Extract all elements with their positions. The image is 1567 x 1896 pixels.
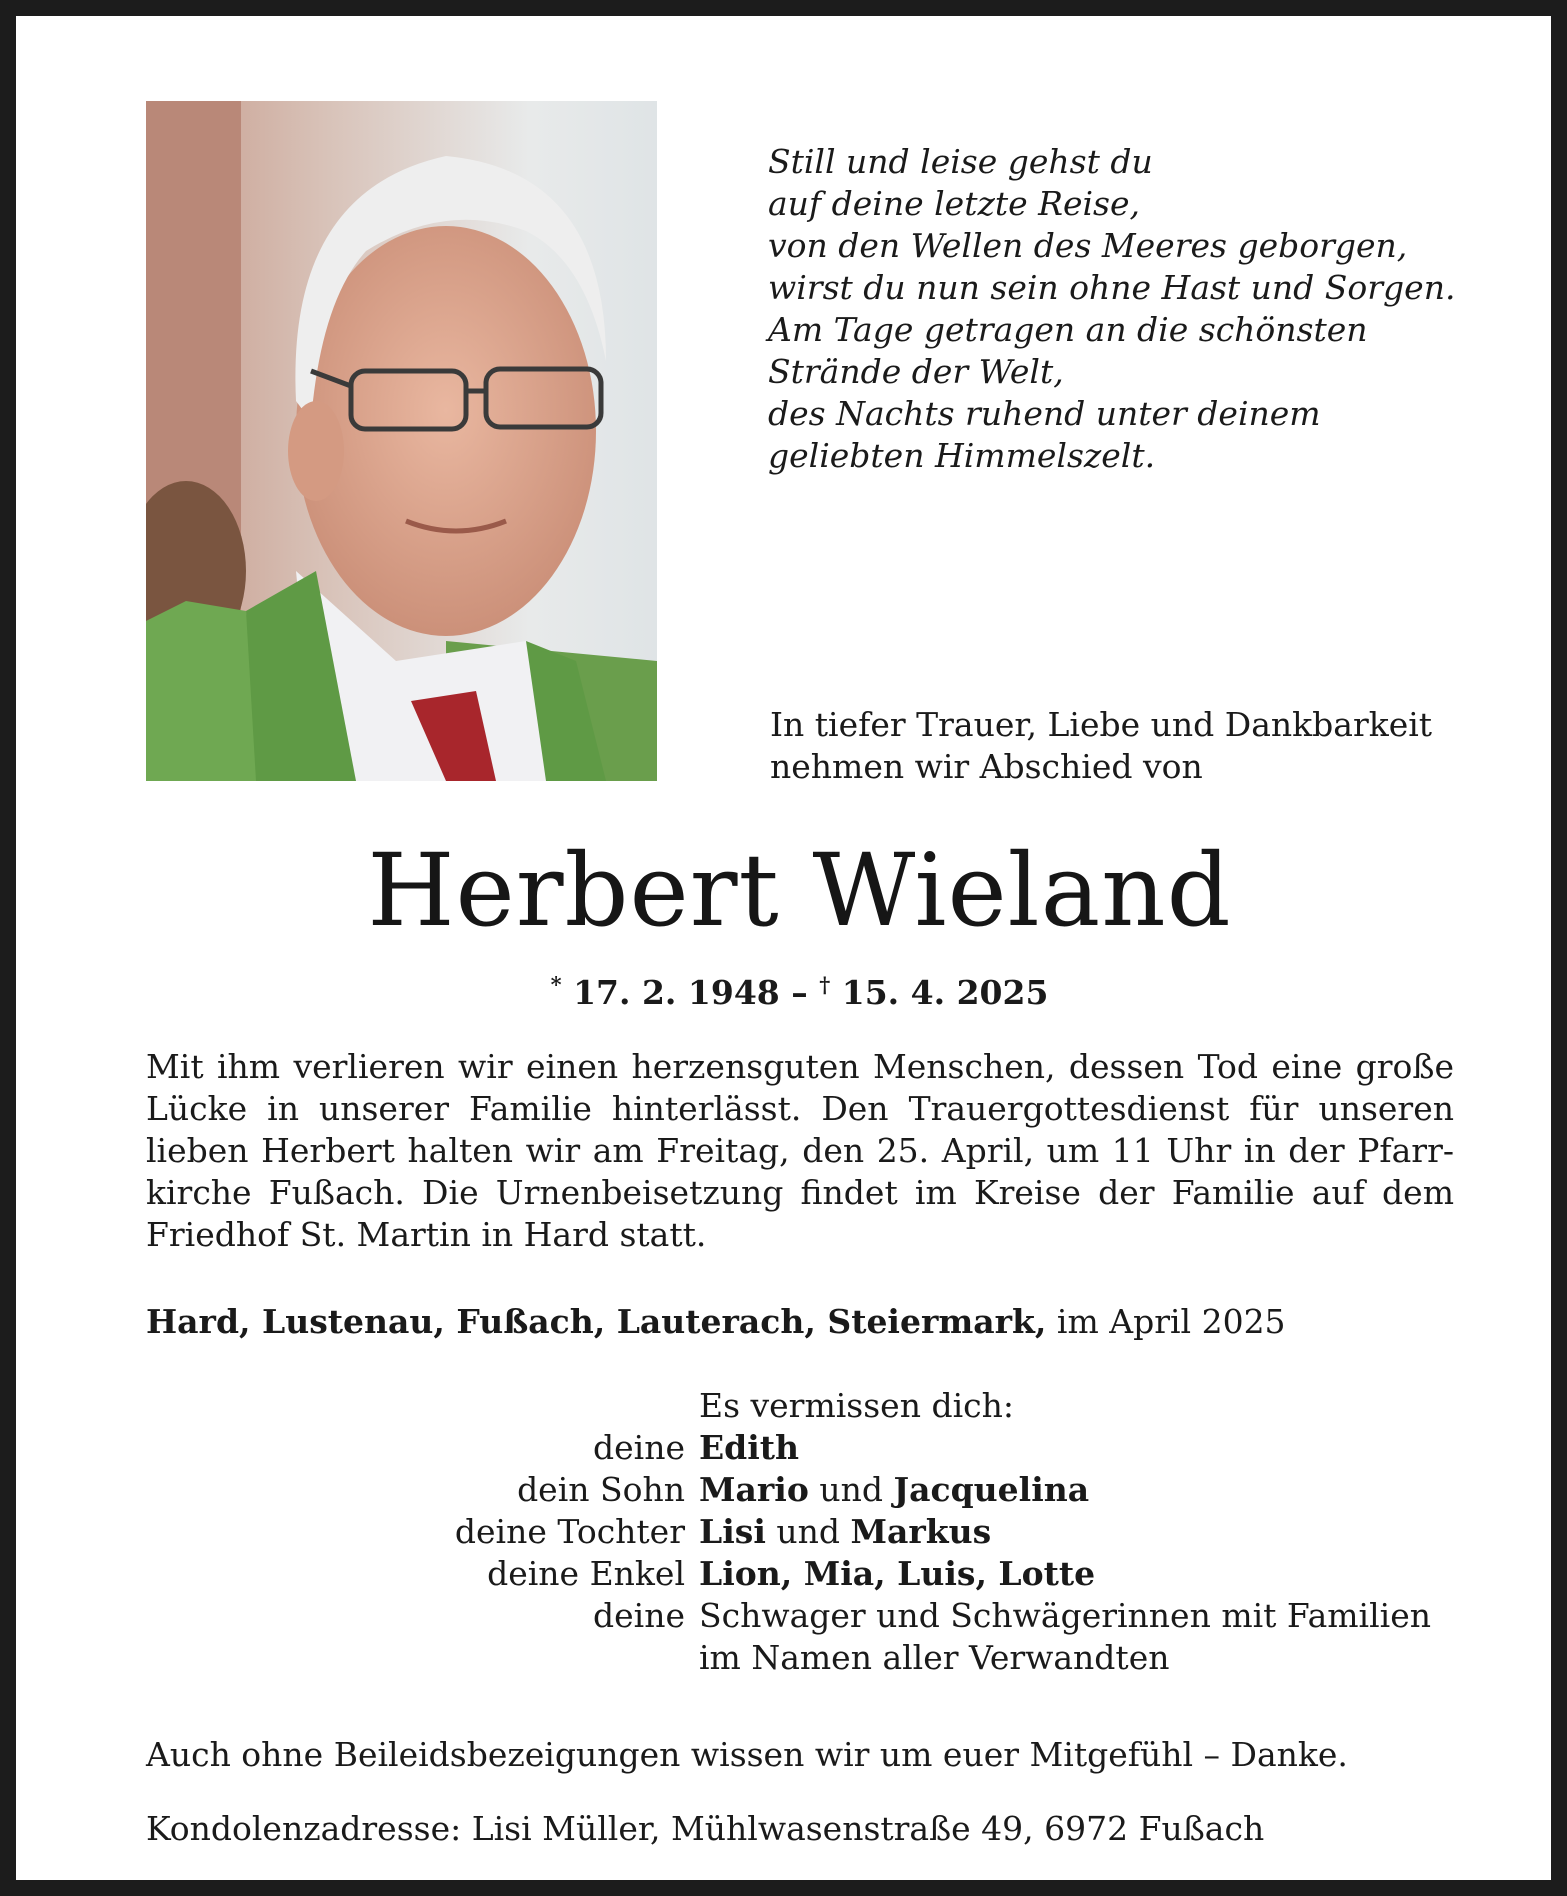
intro-line: In tiefer Trauer, Liebe und Dankbarkeit xyxy=(770,705,1433,744)
mourner-relation: deine xyxy=(593,1428,685,1467)
intro-line: nehmen wir Abschied von xyxy=(770,747,1203,786)
mourner-relation: deine Tochter xyxy=(454,1512,685,1551)
poem-line: auf deine letzte Reise, xyxy=(768,184,1141,223)
body-line: Lücke in unserer Familie hinterlässt. Den Trauergottesdienst für unseren xyxy=(146,1089,1454,1128)
mourner-row xyxy=(146,1511,1466,1553)
mourner-row xyxy=(146,1469,1466,1511)
mourner-row xyxy=(146,1637,1466,1679)
poem-line: von den Wellen des Meeres geborgen, xyxy=(768,226,1408,265)
locations: Hard, Lustenau, Fußach, Lauterach, Steiermark, xyxy=(146,1302,1047,1341)
body-line: lieben Herbert halten wir am Freitag, den 25. April, um 11 Uhr in der Pfarr- xyxy=(146,1131,1454,1170)
birth-date: 17. 2. 1948 xyxy=(573,973,780,1012)
poem xyxy=(768,141,1468,477)
places-line xyxy=(146,1301,1286,1343)
poem-line: wirst du nun sein ohne Hast und Sorgen. xyxy=(768,268,1456,307)
mourner-conj: und xyxy=(776,1512,840,1551)
body-line: Friedhof St. Martin in Hard statt. xyxy=(146,1215,707,1254)
body-line: kirche Fußach. Die Urnenbeisetzung findet im Kreise der Familie auf dem xyxy=(146,1173,1454,1212)
poem-line: des Nachts ruhend unter deinem xyxy=(768,394,1321,433)
portrait-image xyxy=(146,101,657,781)
mourner-name: Lisi xyxy=(699,1512,766,1551)
intro-text xyxy=(770,704,1432,788)
death-date: 15. 4. 2025 xyxy=(841,973,1049,1012)
condolence-address: Kondolenzadresse: Lisi Müller, Mühlwasenstraße 49, 6972 Fußach xyxy=(146,1809,1265,1848)
mourner-name: Markus xyxy=(850,1512,992,1551)
mourner-extra: im Namen aller Verwandten xyxy=(699,1638,1170,1677)
mourner-name: Jacquelina xyxy=(893,1470,1090,1509)
mourner-extra: Schwager und Schwägerinnen mit Familien xyxy=(699,1596,1431,1635)
mourner-name: Mario xyxy=(699,1470,809,1509)
poem-line: Am Tage getragen an die schönsten xyxy=(768,310,1368,349)
mourner-name: Edith xyxy=(699,1428,799,1467)
mourner-relation: deine xyxy=(593,1596,685,1635)
poem-line: Strände der Welt, xyxy=(768,352,1064,391)
poem-line: Still und leise gehst du xyxy=(768,142,1153,181)
death-symbol: † xyxy=(819,972,831,997)
closing-note: Auch ohne Beileidsbezeigungen wissen wir um euer Mitgefühl – Danke. xyxy=(146,1735,1348,1774)
mourner-row xyxy=(146,1427,1466,1469)
birth-symbol: * xyxy=(550,972,562,997)
mourner-name: Lion, Mia, Luis, Lotte xyxy=(699,1554,1096,1593)
mourner-conj: und xyxy=(819,1470,883,1509)
body-line: Mit ihm verlieren wir einen herzensguten Menschen, dessen Tod eine große xyxy=(146,1047,1454,1086)
mourner-row xyxy=(146,1595,1466,1637)
mourner-relation: dein Sohn xyxy=(517,1470,685,1509)
mourners-heading-row xyxy=(146,1385,1466,1427)
deceased-name: Herbert Wieland xyxy=(367,832,1232,949)
mourner-row xyxy=(146,1553,1466,1595)
poem-line: geliebten Himmelszelt. xyxy=(768,436,1156,475)
announcement-text xyxy=(146,1046,1454,1256)
mourner-relation: deine Enkel xyxy=(487,1554,685,1593)
portrait-photo xyxy=(146,101,657,781)
mourners-heading: Es vermissen dich: xyxy=(699,1386,1014,1425)
date-separator: – xyxy=(791,973,808,1012)
life-dates xyxy=(16,964,1567,1014)
place-date: im April 2025 xyxy=(1056,1302,1286,1341)
mourners-list xyxy=(146,1385,1466,1679)
